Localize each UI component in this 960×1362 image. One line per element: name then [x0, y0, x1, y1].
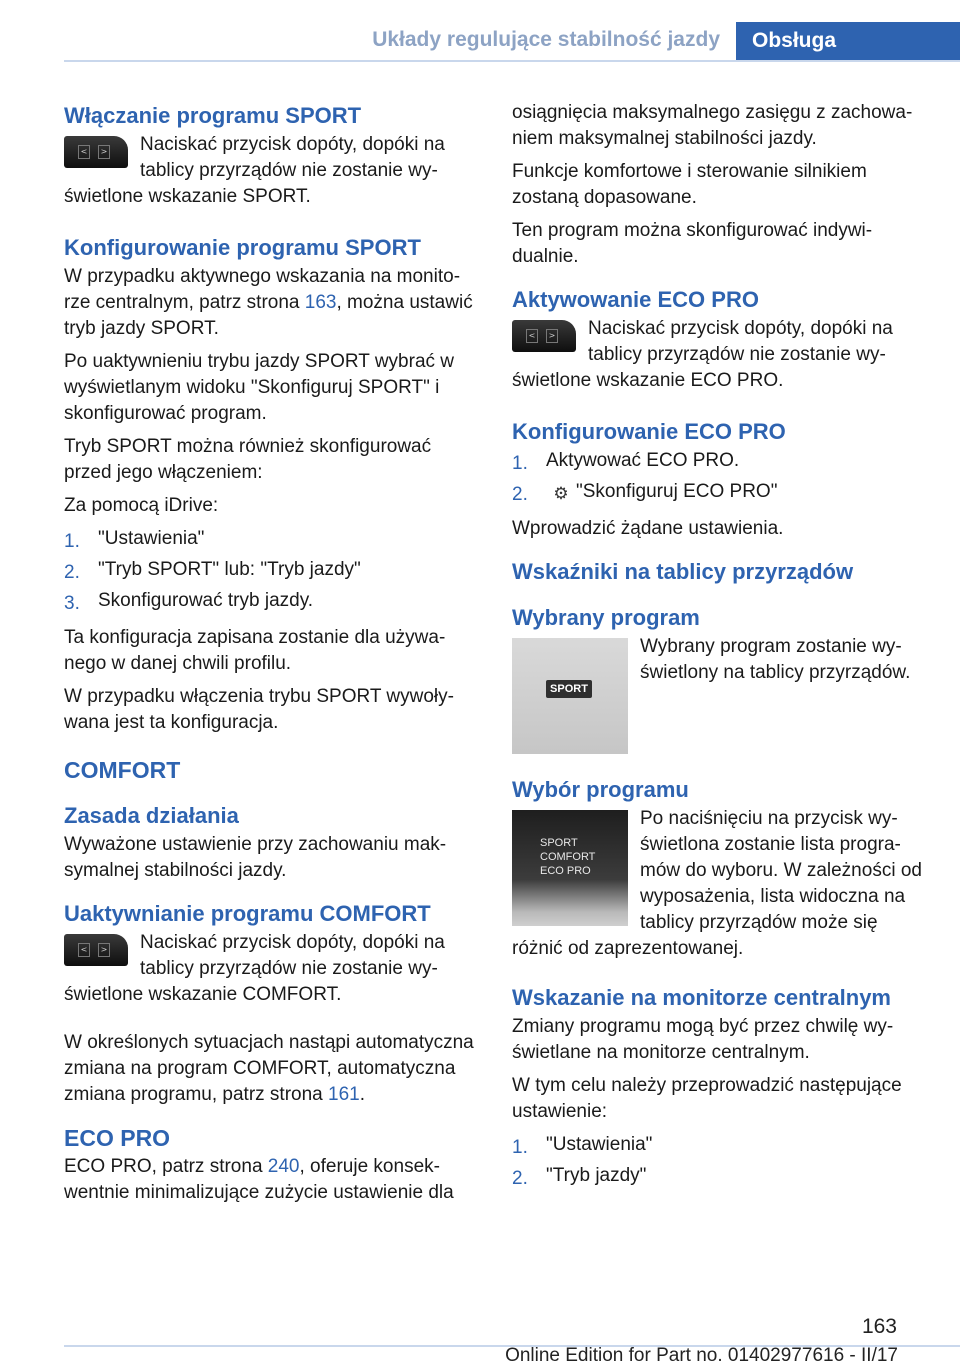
list-item: 2. "Tryb jazdy": [512, 1165, 647, 1189]
page-link-161[interactable]: 161: [328, 1084, 360, 1105]
eco-cont-p2: Funkcje komfortowe i sterowanie silnikiem zostaną dopasowane.: [512, 161, 867, 208]
page-number: 163: [861, 1315, 897, 1338]
eco-on-text: Naciskać przycisk dopóty, dopóki na tablicy przyrządów nie zostanie wyświetlone wskazanie ECO PRO.: [512, 318, 893, 391]
sport-badge: SPORT: [546, 680, 592, 698]
list-item: 1. "Ustawienia": [64, 528, 205, 552]
sport-config-p1: W przypadku aktywnego wskazania na monitorze centralnym, patrz strona 163, można ustawić tryb jazdy SPORT.: [64, 266, 473, 339]
list-item: 1. Aktywować ECO PRO.: [512, 450, 740, 474]
program-menu: [540, 836, 595, 878]
selected-program-block: [512, 634, 924, 754]
page-link-163[interactable]: 163: [304, 292, 337, 313]
heading-central-monitor: Wskazanie na monitorze centralnym: [512, 985, 891, 1010]
heading-principle: Zasada działania: [64, 803, 239, 828]
sport-config-steps: [64, 526, 474, 619]
header-chapter-tab: Obsługa: [736, 22, 960, 62]
heading-eco-on: Aktywowanie ECO PRO: [512, 287, 759, 312]
menu-item: SPORT: [540, 837, 578, 849]
monitor-p2: W tym celu należy przeprowadzić następujące ustawienie:: [512, 1075, 902, 1122]
monitor-steps: [512, 1132, 924, 1194]
list-item: 1. "Ustawienia": [512, 1134, 653, 1158]
program-list-image: [512, 810, 628, 926]
sport-on-block: [64, 132, 474, 210]
list-item: 2. ⚙ "Skonfiguruj ECO PRO": [512, 479, 924, 510]
gear-icon: ⚙: [553, 484, 569, 504]
eco-pro-text: ECO PRO, patrz strona 240, oferuje konsekwentnie minimalizujące zużycie ustawienie dla: [64, 1156, 454, 1203]
eco-on-block: [512, 316, 924, 394]
sport-config-p3: Tryb SPORT można również skonfigurować przed jego włączeniem:: [64, 436, 432, 483]
principle-text: Wyważone ustawienie przy zachowaniu maksymalnej stabilności jazdy.: [64, 834, 447, 881]
menu-item: COMFORT: [540, 851, 596, 863]
left-column: [64, 100, 474, 1213]
monitor-p1: Zmiany programu mogą być przez chwilę wyświetlane na monitorze centralnym.: [512, 1016, 894, 1063]
driving-mode-button-icon: < >: [64, 934, 128, 966]
right-column: [512, 100, 924, 1200]
cluster-display-image: [512, 638, 628, 754]
eco-cont-p1: osiągnięcia maksymalnego zasięgu z zachowaniem maksymalnej stabilności jazdy.: [512, 102, 913, 149]
header-rule: [64, 60, 960, 62]
heading-comfort: COMFORT: [64, 757, 181, 783]
heading-indicators: Wskaźniki na tablicy przyrządów: [512, 559, 854, 584]
heading-program-choice: Wybór programu: [512, 777, 689, 802]
heading-eco-config: Konfigurowanie ECO PRO: [512, 419, 786, 444]
program-choice-text: Po naciśnięciu na przycisk wyświetlona zostanie lista programów do wyboru. W zależności od wyposażenia, lista widoczna na tablicy przyrządów może się różnić od zaprezentowanej.: [512, 808, 922, 959]
sport-config-p2: Po uaktywnieniu trybu jazdy SPORT wybrać w wyświetlanym widoku "Skonfiguruj SPORT" i skonfigurować program.: [64, 351, 455, 424]
sport-on-text: Naciskać przycisk dopóty, dopóki na tablicy przyrządów nie zostanie wyświetlone wskazanie SPORT.: [64, 134, 445, 207]
comfort-on-block: [64, 930, 474, 1008]
header-section-title: Układy regulujące stabilność jazdy: [372, 28, 720, 51]
heading-eco-pro: ECO PRO: [64, 1125, 171, 1151]
sport-config-p4: Za pomocą iDrive:: [64, 495, 219, 516]
edition-note: Online Edition for Part no. 01402977616 - II/17: [505, 1345, 898, 1362]
heading-selected-program: Wybrany program: [512, 605, 700, 630]
eco-config-text: Wprowadzić żądane ustawienia.: [512, 518, 784, 539]
eco-config-steps: [512, 448, 924, 510]
page-header: [64, 22, 960, 62]
driving-mode-button-icon: < >: [512, 320, 576, 352]
page-link-240[interactable]: 240: [267, 1156, 300, 1177]
sport-config-p6: W przypadku włączenia trybu SPORT wywoływana jest ta konfiguracja.: [64, 686, 454, 733]
list-item: 2. "Tryb SPORT" lub: "Tryb jazdy": [64, 559, 361, 583]
heading-sport-config: Konfigurowanie programu SPORT: [64, 235, 421, 260]
heading-sport-on: Włączanie programu SPORT: [64, 103, 362, 128]
list-item: 3. Skonfigurować tryb jazdy.: [64, 590, 314, 614]
menu-item: ECO PRO: [540, 865, 591, 877]
heading-comfort-on: Uaktywnianie programu COMFORT: [64, 901, 431, 926]
sport-config-p5: Ta konfiguracja zapisana zostanie dla używanego w danej chwili profilu.: [64, 627, 446, 674]
driving-mode-button-icon: < >: [64, 136, 128, 168]
eco-cont-p3: Ten program można skonfigurować indywidualnie.: [512, 220, 873, 267]
comfort-on-text: Naciskać przycisk dopóty, dopóki na tablicy przyrządów nie zostanie wyświetlone wskazanie COMFORT.: [64, 932, 445, 1005]
auto-change-text: W określonych sytuacjach nastąpi automatyczna zmiana na program COMFORT, automatyczna zmiana programu, patrz strona 161.: [64, 1032, 474, 1105]
selected-program-text: Wybrany program zostanie wyświetlony na tablicy przyrządów.: [640, 636, 911, 683]
program-choice-block: [512, 806, 924, 962]
